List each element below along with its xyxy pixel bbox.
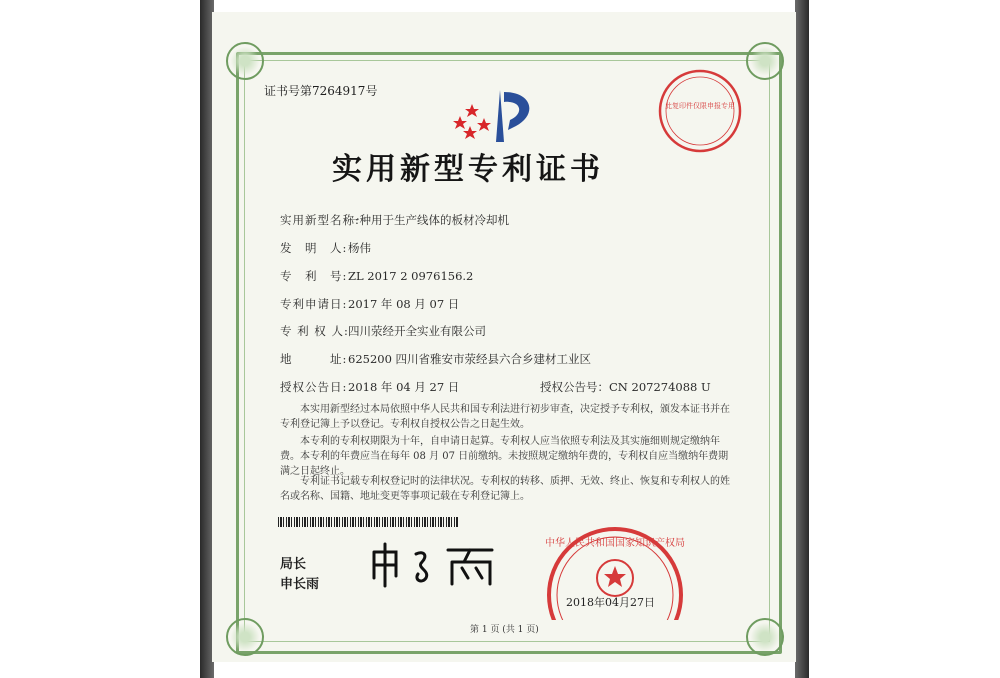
- field-value: 四川荥经开全实业有限公司: [348, 324, 486, 338]
- field-label: 地 址:: [280, 352, 348, 366]
- star-icon: [604, 566, 626, 587]
- director-name: 申长雨: [280, 577, 320, 592]
- field-row: [280, 323, 486, 339]
- field-row: [280, 212, 509, 228]
- barcode: [278, 517, 458, 527]
- certificate-title: 实用新型专利证书: [332, 152, 604, 187]
- field-value: 一种用于生产线体的板材冷却机: [348, 213, 509, 227]
- field-label: 专 利 号:: [280, 269, 348, 283]
- border-ornament-icon: [746, 42, 784, 80]
- scan-edge-right: [795, 0, 809, 678]
- field-label: 实用新型名称:: [280, 213, 360, 227]
- field-value: 2017 年 08 月 07 日: [348, 297, 460, 311]
- border-ornament-icon: [226, 618, 264, 656]
- certificate-number: 证书号第7264917号: [264, 84, 378, 98]
- field-value: ZL 2017 2 0976156.2: [348, 269, 474, 283]
- director-signature: [368, 540, 508, 590]
- field-value: 625200 四川省雅安市荥经县六合乡建材工业区: [348, 352, 592, 366]
- border-ornament-icon: [746, 618, 784, 656]
- field-row: [280, 268, 473, 284]
- field-label: 专利申请日:: [280, 297, 348, 311]
- border-ornament-icon: [226, 42, 264, 80]
- field-value: 杨伟: [348, 241, 371, 255]
- issue-date: 2018年04月27日: [566, 596, 655, 609]
- official-seal-text: 中华人民共和国国家知识产权局: [545, 538, 685, 549]
- copy-stamp-text: 此复印件仅限申报专用: [665, 102, 735, 110]
- field-label: 专 利 权 人:: [280, 324, 349, 338]
- field-label: 发 明 人:: [280, 241, 348, 255]
- field-label: 授权公告日:: [280, 380, 348, 394]
- certificate-paragraph: 本专利的专利权期限为十年，自申请日起算。专利权人应当依照专利法及其实施细则规定缴纳年费。本专利的年费应当在每年 08 月 07 日前缴纳。未按照规定缴纳年费的，专利权自应当缴纳年费期满之日起终止。: [280, 436, 729, 477]
- field-row: [280, 379, 459, 395]
- certificate-paragraph: 专利证书记载专利权登记时的法律状况。专利权的转移、质押、无效、终止、恢复和专利权人的姓名或名称、国籍、地址变更等事项记载在专利登记簿上。: [280, 476, 730, 502]
- page-number: 第 1 页 (共 1 页): [470, 625, 539, 635]
- copy-stamp: [655, 66, 745, 156]
- director-title: 局长: [280, 557, 307, 572]
- field-value: 2018 年 04 月 27 日: [348, 380, 460, 394]
- patent-office-logo-icon: [452, 86, 552, 146]
- field-row: [280, 351, 591, 367]
- certificate-paragraph: 本实用新型经过本局依照中华人民共和国专利法进行初步审查，决定授予专利权，颁发本证书并在专利登记簿上予以登记。专利权自授权公告之日起生效。: [280, 404, 730, 430]
- field-row: [280, 240, 371, 256]
- publication-number: 授权公告号：CN 207274088 U: [540, 380, 711, 394]
- field-row: [280, 296, 459, 312]
